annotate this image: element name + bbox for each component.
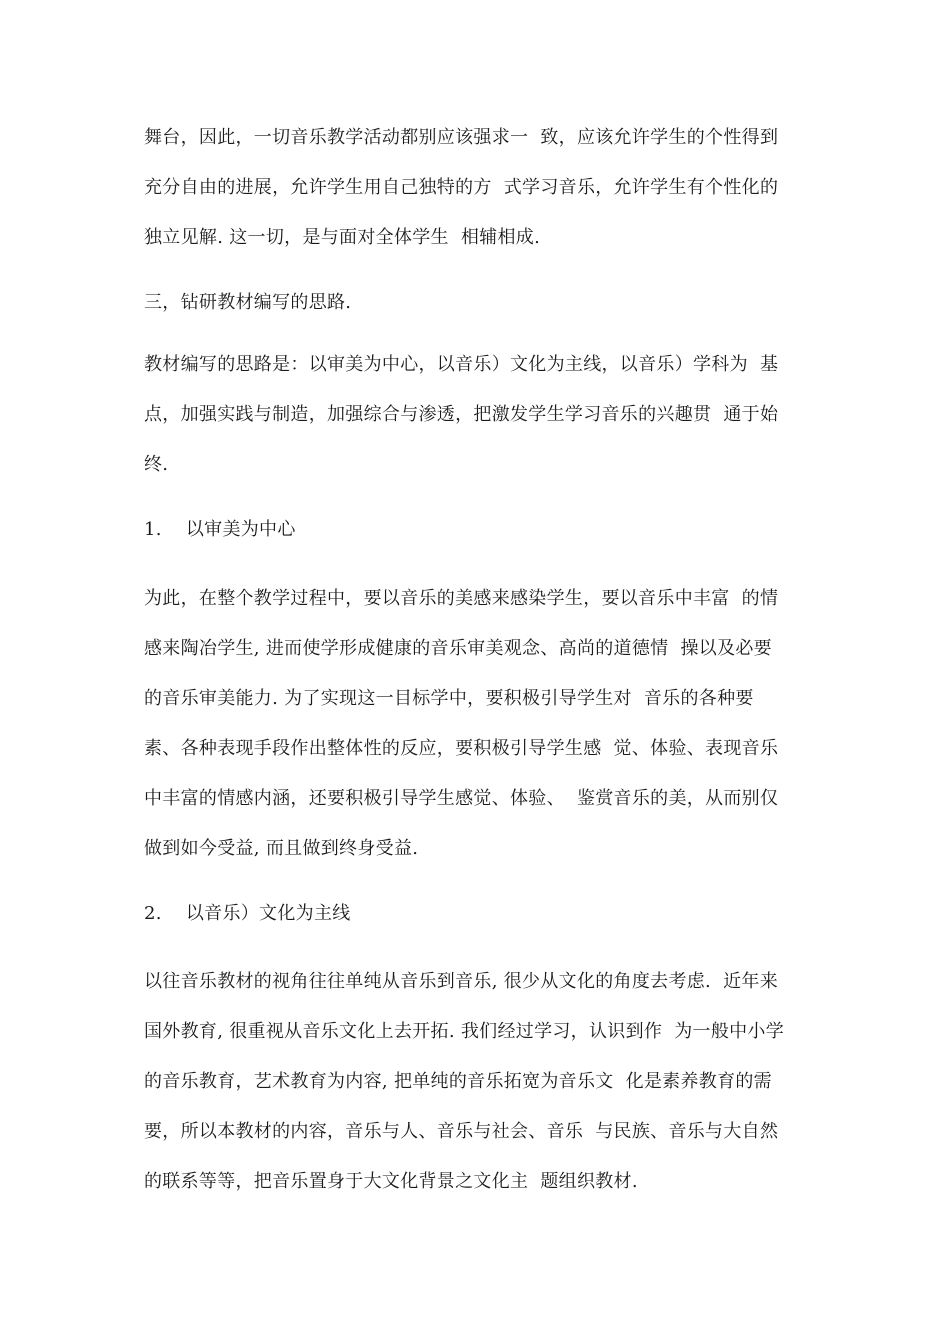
item-2-heading: 2. 以音乐）文化为主线 xyxy=(144,903,351,924)
section-3-heading: 三，钻研教材编写的思路. xyxy=(144,292,352,313)
paragraph-3-line-6: 做到如今受益, 而且做到终身受益. xyxy=(144,838,419,859)
paragraph-4-line-2: 国外教育, 很重视从音乐文化上去开拓. 我们经过学习，认识到作 为一般中小学 xyxy=(144,1021,785,1042)
paragraph-2-line-2: 点，加强实践与制造，加强综合与渗透，把激发学生学习音乐的兴趣贯 通于始 xyxy=(144,404,779,425)
paragraph-2-line-1: 教材编写的思路是：以审美为中心，以音乐）文化为主线，以音乐）学科为 基 xyxy=(144,354,779,375)
paragraph-3-line-5: 中丰富的情感内涵，还要积极引导学生感觉、体验、 鉴赏音乐的美，从而别仅 xyxy=(144,788,779,809)
paragraph-1-line-1: 舞台，因此，一切音乐教学活动都别应该强求一 致，应该允许学生的个性得到 xyxy=(144,127,779,148)
paragraph-1-line-2: 充分自由的进展，允许学生用自己独特的方 式学习音乐，允许学生有个性化的 xyxy=(144,177,779,198)
paragraph-2-line-3: 终. xyxy=(144,454,169,475)
paragraph-1-line-3: 独立见解. 这一切，是与面对全体学生 相辅相成. xyxy=(144,227,541,248)
paragraph-4-line-3: 的音乐教育，艺术教育为内容, 把单纯的音乐拓宽为音乐文 化是素养教育的需 xyxy=(144,1071,772,1092)
paragraph-3-line-3: 的音乐审美能力. 为了实现这一目标学中，要积极引导学生对 音乐的各种要 xyxy=(144,688,754,709)
paragraph-4-line-4: 要，所以本教材的内容，音乐与人、音乐与社会、音乐 与民族、音乐与大自然 xyxy=(144,1121,779,1142)
paragraph-3-line-1: 为此，在整个教学过程中，要以音乐的美感来感染学生，要以音乐中丰富 的情 xyxy=(144,588,779,609)
paragraph-3-line-4: 素、各种表现手段作出整体性的反应，要积极引导学生感 觉、体验、表现音乐 xyxy=(144,738,779,759)
paragraph-4-line-1: 以往音乐教材的视角往往单纯从音乐到音乐, 很少从文化的角度去考虑. 近年来 xyxy=(144,971,779,992)
paragraph-3-line-2: 感来陶冶学生, 进而使学形成健康的音乐审美观念、高尚的道德情 操以及必要 xyxy=(144,638,772,659)
paragraph-4-line-5: 的联系等等，把音乐置身于大文化背景之文化主 题组织教材. xyxy=(144,1171,638,1192)
item-1-heading: 1. 以审美为中心 xyxy=(144,519,296,540)
